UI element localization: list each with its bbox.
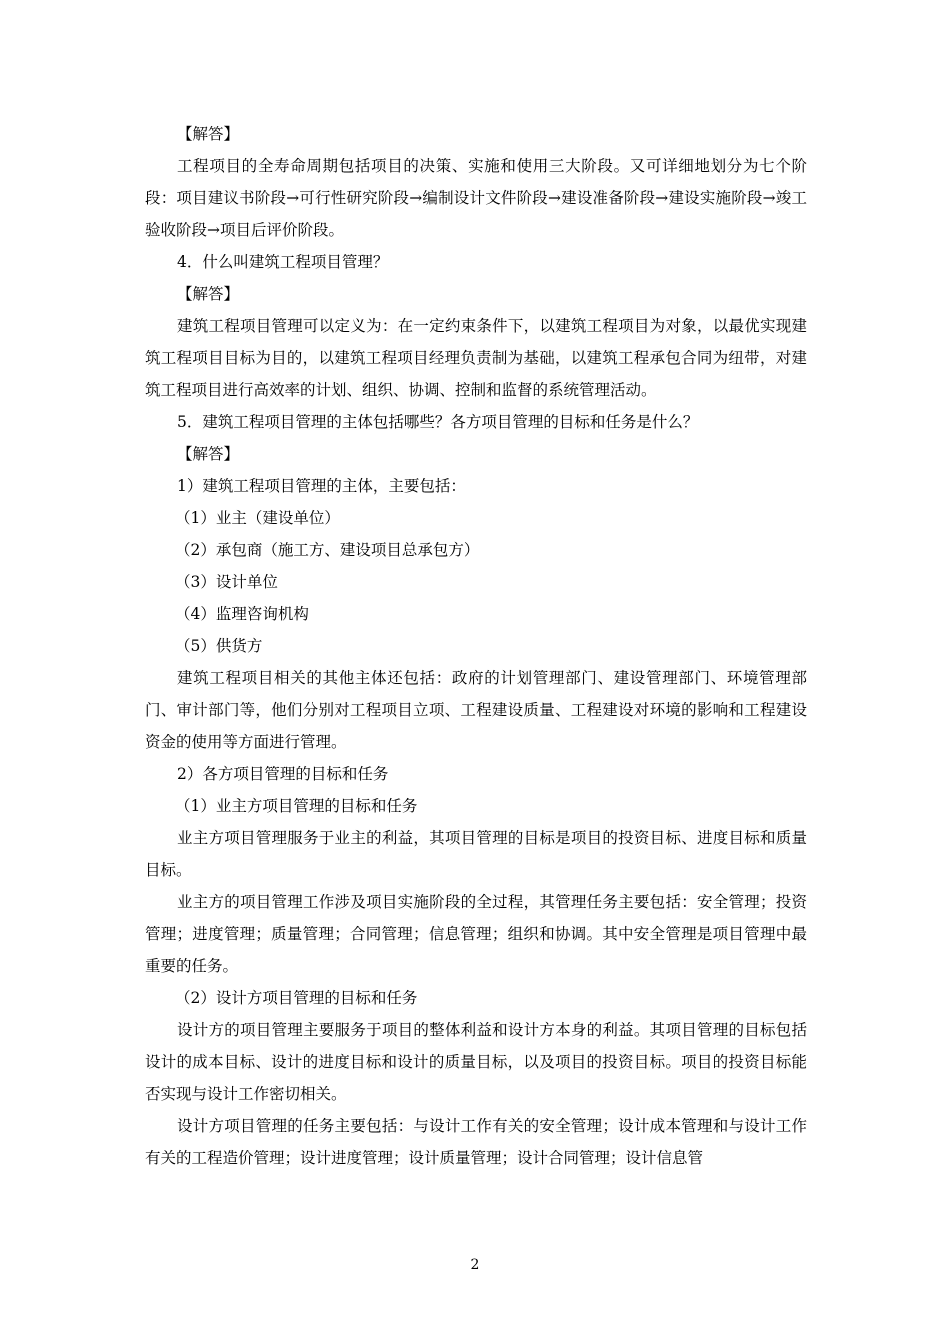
- answer-label: 【解答】: [177, 285, 240, 303]
- body-paragraph: 业主方的项目管理工作涉及项目实施阶段的全过程，其管理任务主要包括：安全管理；投资管理；进度管理；质量管理；合同管理；信息管理；组织和协调。其中安全管理是项目管理中最重要的任务。: [145, 893, 807, 975]
- page-number: 2: [470, 1257, 480, 1273]
- body-paragraph: 工程项目的全寿命周期包括项目的决策、实施和使用三大阶段。又可详细地划分为七个阶段：项目建议书阶段→可行性研究阶段→编制设计文件阶段→建设准备阶段→建设实施阶段→竣工验收阶段→项目后评价阶段。: [145, 157, 807, 239]
- question-heading: 4．什么叫建筑工程项目管理？: [177, 253, 389, 271]
- body-paragraph: 2）各方项目管理的目标和任务: [177, 765, 389, 783]
- document-body: [145, 118, 807, 1174]
- list-item: （5）供货方: [175, 637, 263, 655]
- list-item: （3）设计单位: [175, 573, 278, 591]
- body-paragraph: 设计方项目管理的任务主要包括：与设计工作有关的安全管理；设计成本管理和与设计工作有关的工程造价管理；设计进度管理；设计质量管理；设计合同管理；设计信息管: [145, 1117, 807, 1167]
- body-paragraph: 建筑工程项目管理可以定义为：在一定约束条件下，以建筑工程项目为对象，以最优实现建筑工程项目目标为目的，以建筑工程项目经理负责制为基础，以建筑工程承包合同为纽带，对建筑工程项目进行高效率的计划、组织、协调、控制和监督的系统管理活动。: [145, 317, 807, 399]
- list-item: （1）业主（建设单位）: [175, 509, 340, 527]
- question-heading: 5．建筑工程项目管理的主体包括哪些？各方项目管理的目标和任务是什么？: [177, 413, 699, 431]
- list-item: （1）业主方项目管理的目标和任务: [175, 797, 418, 815]
- list-item: （4）监理咨询机构: [175, 605, 309, 623]
- list-item: （2）设计方项目管理的目标和任务: [175, 989, 418, 1007]
- body-paragraph: 建筑工程项目相关的其他主体还包括：政府的计划管理部门、建设管理部门、环境管理部门、审计部门等，他们分别对工程项目立项、工程建设质量、工程建设对环境的影响和工程建设资金的使用等方面进行管理。: [145, 669, 807, 751]
- body-paragraph: 设计方的项目管理主要服务于项目的整体利益和设计方本身的利益。其项目管理的目标包括设计的成本目标、设计的进度目标和设计的质量目标，以及项目的投资目标。项目的投资目标能否实现与设计工作密切相关。: [145, 1021, 807, 1103]
- list-item: （2）承包商（施工方、建设项目总承包方）: [175, 541, 480, 559]
- answer-label: 【解答】: [177, 125, 240, 143]
- answer-label: 【解答】: [177, 445, 240, 463]
- body-paragraph: 1）建筑工程项目管理的主体，主要包括：: [177, 477, 466, 495]
- body-paragraph: 业主方项目管理服务于业主的利益，其项目管理的目标是项目的投资目标、进度目标和质量目标。: [145, 829, 807, 879]
